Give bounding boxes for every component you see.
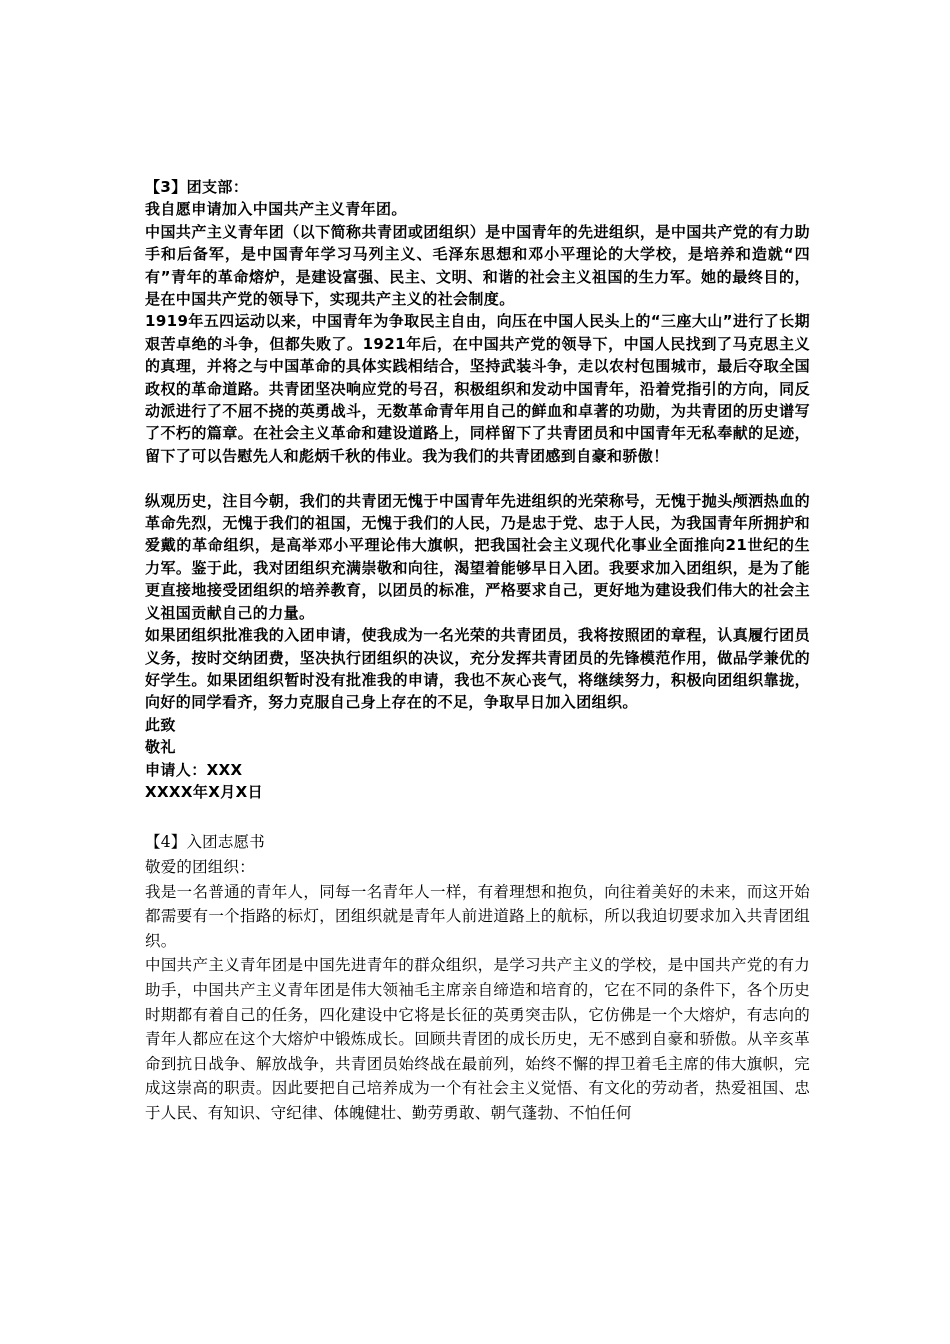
section-4-heading: 【4】入团志愿书 — [145, 833, 265, 852]
applicant-line: 申请人：XXX — [145, 760, 243, 779]
section-3-intro: 我自愿申请加入中国共产主义青年团。 — [145, 200, 407, 219]
section-3 — [145, 176, 810, 803]
section-3-paragraph-1: 中国共产主义青年团（以下简称共青团或团组织）是中国青年的先进组织，是中国共产党的有力助手和后备军，是中国青年学习马列主义、毛泽东思想和邓小平理论的大学校，是培养和造就“四有”青年的革命熔炉，是建设富强、民主、文明、和谐的社会主义祖国的生力军。她的最终目的，是在中国共产党的领导下，实现共产主义的社会制度。 — [145, 222, 810, 309]
section-3-paragraph-2: 1919年五四运动以来，中国青年为争取民主自由，向压在中国人民头上的“三座大山”进行了长期艰苦卓绝的斗争，但都失败了。1921年后，在中国共产党的领导下，中国人民找到了马克思主义的真理，并将之与中国革命的具体实践相结合，坚持武装斗争，走以农村包围城市，最后夺取全国政权的革命道路。共青团坚决响应党的号召，积极组织和发动中国青年，沿着党指引的方向，同反动派进行了不屈不挠的英勇战斗，无数革命青年用自己的鲜血和卓著的功勋，为共青团的历史谱写了不朽的篇章。在社会主义革命和建设道路上，同样留下了共青团员和中国青年无私奉献的足迹，留下了可以告慰先人和彪炳千秋的伟业。我为我们的共青团感到自豪和骄傲！ — [145, 312, 810, 465]
section-3-paragraph-4: 如果团组织批准我的入团申请，使我成为一名光荣的共青团员，我将按照团的章程，认真履行团员义务，按时交纳团费，坚决执行团组织的决议，充分发挥共青团员的先锋模范作用，做品学兼优的好学生。如果团组织暂时没有批准我的申请，我也不灰心丧气，将继续努力，积极向团组织靠拢，向好的同学看齐，努力克服自己身上存在的不足，争取早日加入团组织。 — [145, 626, 810, 712]
section-3-heading: 【3】团支部： — [145, 178, 249, 196]
section-4-paragraph-2: 中国共产主义青年团是中国先进青年的群众组织，是学习共产主义的学校，是中国共产党的有力助手，中国共产主义青年团是伟大领袖毛主席亲自缔造和培育的，它在不同的条件下，各个历史时期都有着自己的任务，四化建设中它将是长征的英勇突击队，它仿佛是一个大熔炉，有志向的青年人都应在这个大熔炉中锻炼成长。回顾共青团的成长历史，无不感到自豪和骄傲。从辛亥革命到抗日战争、解放战争，共青团员始终战在最前列，始终不懈的捍卫着毛主席的伟大旗帜，完成这崇高的职责。因此要把自己培养成为一个有社会主义觉悟、有文化的劳动者，热爱祖国、忠于人民、有知识、守纪律、体魄健壮、勤劳勇敢、朝气蓬勃、不怕任何 — [145, 956, 810, 1122]
section-3-paragraph-3: 纵观历史，注目今朝，我们的共青团无愧于中国青年先进组织的光荣称号，无愧于抛头颅洒热血的革命先烈，无愧于我们的祖国，无愧于我们的人民，乃是忠于党、忠于人民，为我国青年所拥护和爱戴的革命组织，是高举邓小平理论伟大旗帜，把我国社会主义现代化事业全面推向21世纪的生力军。鉴于此，我对团组织充满崇敬和向往，渴望着能够早日入团。我要求加入团组织，是为了能更直接地接受团组织的培养教育，以团员的标准，严格要求自己，更好地为建设我们伟大的社会主义祖国贡献自己的力量。 — [145, 491, 810, 622]
closing-line-2: 敬礼 — [145, 738, 176, 757]
date-line: XXXX年X月X日 — [145, 782, 263, 801]
closing-line-1: 此致 — [145, 715, 176, 734]
paragraph-gap — [145, 467, 810, 489]
section-4 — [145, 830, 810, 1125]
section-4-paragraph-1: 我是一名普通的青年人，同每一名青年人一样，有着理想和抱负，向往着美好的未来，而这开始都需要有一个指路的标灯，团组织就是青年人前进道路上的航标，所以我迫切要求加入共青团组织。 — [145, 882, 810, 950]
document-page — [145, 176, 810, 1125]
section-4-salutation: 敬爱的团组织： — [145, 857, 255, 876]
